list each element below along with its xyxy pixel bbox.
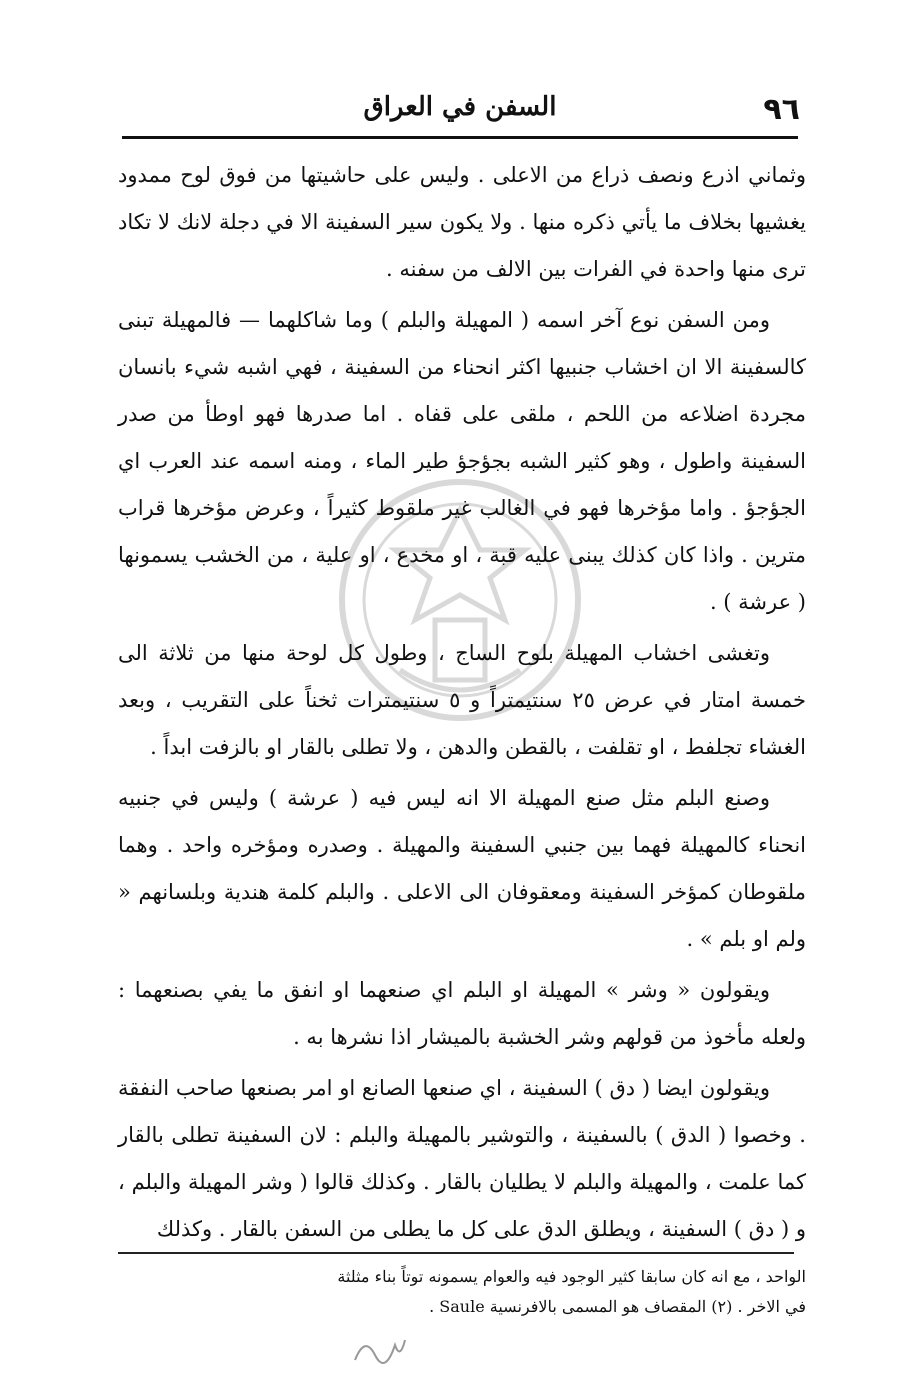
- body-text: [118, 152, 806, 1253]
- paragraph-6: ويقولون ايضا ( دق ) السفينة ، اي صنعها الصانع او امر بصنعها صاحب النفقة . وخصوا ( الدق ) بالسفينة ، والتوشير بالمهيلة والبلم : لان السفينة تطلى بالقار كما علمت ، والمهيلة والبلم لا يطليان بالقار . وكذلك قالوا ( وشر المهيلة والبلم ، و ( دق ) السفينة ، ويطلق الدق على كل ما يطلى من السفن بالقار . وكذلك: [118, 1076, 806, 1241]
- header-rule: [122, 136, 798, 139]
- paragraph-1: وثماني اذرع ونصف ذراع من الاعلى . وليس على حاشيتها من فوق لوح ممدود يغشيها بخلاف ما يأتي ذكره منها . ولا يكون سير السفينة الا في دجلة لانك لا تكاد ترى منها واحدة في الفرات بين الالف من سفنه .: [118, 163, 806, 281]
- page-header: [120, 92, 800, 128]
- page-number: ٩٦: [763, 92, 800, 127]
- paragraph-4: وصنع البلم مثل صنع المهيلة الا انه ليس فيه ( عرشة ) وليس في جنبيه انحناء كالمهيلة فهما بين جنبي السفينة والمهيلة . وصدره ومؤخره واحد . وهما ملقوطان كمؤخر السفينة ومعقوفان الى الاعلى . والبلم كلمة هندية وبلسانهم « ولم او بلم » .: [118, 786, 806, 951]
- footnote-line-1: الواحد ، مع انه كان سابقا كثير الوجود فيه والعوام يسمونه توتاً بناء مثلثة: [337, 1267, 806, 1286]
- running-title: السفن في العراق: [363, 92, 557, 122]
- ink-mark-icon: [350, 1330, 410, 1370]
- paragraph-3: وتغشى اخشاب المهيلة بلوح الساج ، وطول كل لوحة منها من ثلاثة الى خمسة امتار في عرض ٢٥ سنتيمتراً و ٥ سنتيمترات ثخناً على التقريب ، وبعد الغشاء تجلفط ، او تقلفت ، بالقطن والدهن ، ولا تطلى بالقار او بالزفت ابداً .: [118, 641, 806, 759]
- footnote-rule: [118, 1252, 794, 1254]
- footnote-line-2: في الاخر . (٢) المقصاف هو المسمى بالافرنسية Saule .: [429, 1297, 806, 1316]
- paragraph-2: ومن السفن نوع آخر اسمه ( المهيلة والبلم ) وما شاكلهما — فالمهيلة تبنى كالسفينة الا ان اخشاب جنبيها اكثر انحناء من السفينة ، فهي اشبه شيء بانسان مجردة اضلاعه من اللحم ، ملقى على قفاه . اما صدرها فهو اوطأ من صدر السفينة واطول ، وهو كثير الشبه بجؤجؤ طير الماء ، ومنه اسمه عند العرب اي الجؤجؤ . واما مؤخرها فهو في الغالب غير ملقوط كثيراً ، وعرض مؤخرها قراب مترين . واذا كان كذلك يبنى عليه قبة ، او مخدع ، او علية ، من الخشب يسمونها ( عرشة ) .: [118, 308, 806, 614]
- paragraph-5: ويقولون « وشر » المهيلة او البلم اي صنعهما او انفق ما يفي بصنعهما : ولعله مأخوذ من قولهم وشر الخشبة بالميشار اذا نشرها به .: [118, 978, 806, 1049]
- footnotes: [118, 1262, 806, 1322]
